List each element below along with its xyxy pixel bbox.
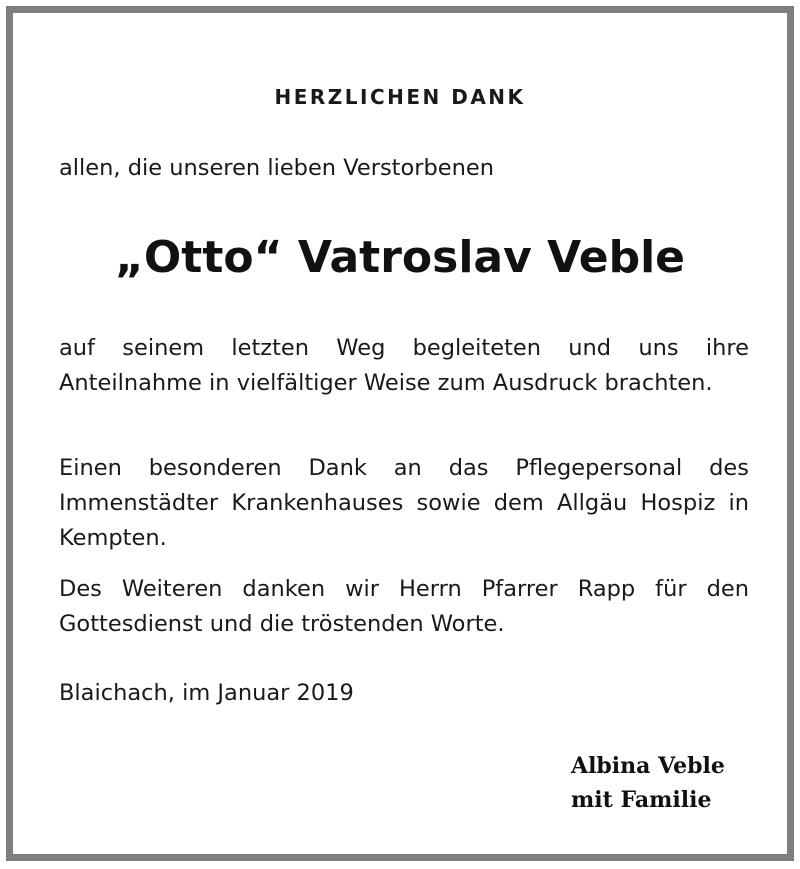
signature-name: Albina Veble [571, 753, 725, 779]
notice-heading: HERZLICHEN DANK [274, 85, 526, 109]
place-date: Blaichach, im Januar 2019 [59, 680, 354, 706]
signature-block [571, 749, 771, 817]
paragraph-thanks-attendance: auf seinem letzten Weg begleiteten und uns ihre Anteilnahme in vielfältiger Weise zum Ausdruck brachten. [59, 335, 749, 396]
paragraph-thanks-care-staff: Einen besonderen Dank an das Pflegepersonal des Immenstädter Krankenhauses sowie dem Allgäu Hospiz in Kempten. [59, 455, 749, 551]
deceased-name: „Otto“ Vatroslav Veble [114, 232, 686, 283]
paragraph-thanks-pastor: Des Weiteren danken wir Herrn Pfarrer Rapp für den Gottesdienst und die tröstenden Worte. [59, 576, 749, 637]
notice-frame [6, 6, 794, 861]
intro-text: allen, die unseren lieben Verstorbenen [59, 155, 494, 181]
signature-family: mit Familie [571, 787, 712, 813]
